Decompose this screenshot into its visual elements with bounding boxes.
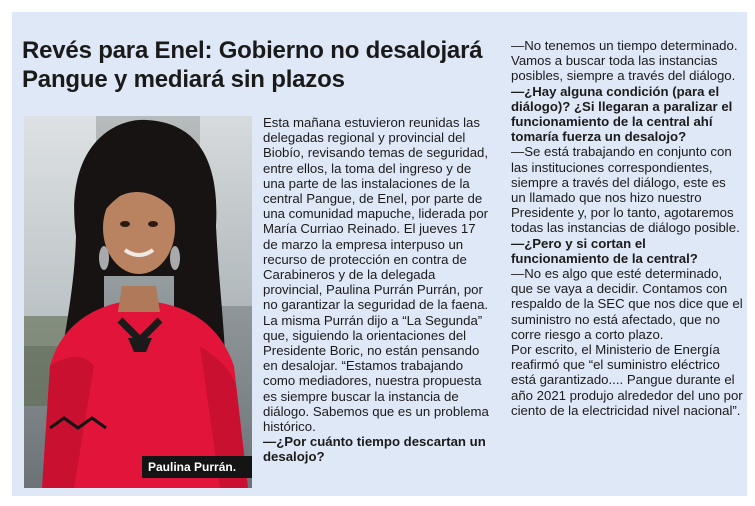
article-column-right (511, 38, 743, 418)
interview-answer: —No tenemos un tiempo determinado. Vamos a buscar toda las instancias posibles, siempre a través del diálogo. (511, 38, 738, 84)
article-column-middle (263, 115, 493, 465)
portrait-photo (24, 116, 252, 488)
interview-question: —¿Hay alguna condición (para el diálogo)? ¿Si llegaran a paralizar el funcionamiento de la central ahí tomaría fuerza un desalojo? (511, 83, 733, 145)
news-clipping (12, 12, 747, 496)
paragraph-statement: La misma Purrán dijo a “La Segunda” que, siguiendo la orientaciones del Presidente Boric, no están pensando en desalojar. “Estamos trabajando como mediadores, nuestra propuesta es siempre buscar la instancia de diálogo. Sabemos que es un problema histórico. (263, 312, 489, 435)
interview-answer: —Se está trabajando en conjunto con las instituciones correspondientes, siempre a través del diálogo, este es un llamado que nos hizo nuestro Presidente y, por lo tanto, agotaremos todas las instancias de diálogo posible. (511, 144, 740, 236)
photo-caption: Paulina Purrán. (142, 456, 252, 478)
interview-question: —¿Por cuánto tiempo descartan un desalojo? (263, 434, 486, 465)
headline: Revés para Enel: Gobierno no desalojará Pangue y mediará sin plazos (22, 37, 483, 93)
interview-answer: —No es algo que esté determinado, que se vaya a decidir. Contamos con respaldo de la SEC que nos dice que el suministro no está afectado, que no corre riesgo a corto plazo. (511, 266, 743, 342)
paragraph-ministry: Por escrito, el Ministerio de Energía reafirmó que “el suministro eléctrico está garantizado.... Pangue durante el año 2021 produjo alrededor del uno por ciento de la electricidad nivel nacional”. (511, 342, 743, 418)
interview-question: —¿Pero y si cortan el funcionamiento de la central? (511, 235, 698, 266)
paragraph-intro: Esta mañana estuvieron reunidas las delegadas regional y provincial del Biobío, revisando temas de seguridad, entre ellos, la toma del ingreso y de una parte de las instalaciones de la central Pangue, de Enel, por parte de una comunidad mapuche, liderada por María Curriao Reinado. El jueves 17 de marzo la empresa interpuso un recurso de protección en contra de Carabineros y de la delegada provincial, Paulina Purrán Purrán, por no garantizar la seguridad de la faena. (263, 115, 489, 313)
